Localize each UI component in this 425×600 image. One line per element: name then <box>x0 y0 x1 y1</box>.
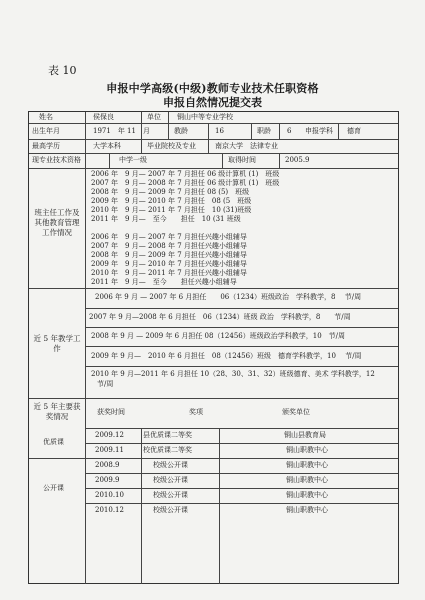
teaching-line: 2007 年 9 月—2008 年 6 月担任 06（1234）班级 政治 学科教学，8 节/周 <box>89 313 351 321</box>
form-title: 申报中学高级(中级)教师专业技术任职资格 <box>106 82 319 95</box>
award-group-public: 公开课 <box>43 484 64 492</box>
work-section-label: 班主任工作及其他教育管理工作情况 <box>34 208 80 237</box>
award-unit: 铜山职教中心 <box>286 461 328 469</box>
teaching-line: 2008 年 9 月 — 2009 年 6 月担任 08（12456）班级政治学科教学，10 节/周 <box>91 332 346 340</box>
awards-section-label: 近 5 年主要获奖情况 <box>33 402 81 421</box>
award-name: 校级公开课 <box>153 506 188 514</box>
award-unit: 铜山职教中心 <box>286 491 328 499</box>
work-line: 2011 年 9 月— 至今 担任兴趣小组辅导 <box>91 278 237 286</box>
award-name: 校级公开课 <box>153 476 188 484</box>
table-number: 表 10 <box>48 64 77 77</box>
award-unit: 铜山职教中心 <box>286 506 328 514</box>
work-line: 2010 年 9 月— 2011 年 7 月担任兴趣小组辅导 <box>91 269 247 277</box>
school-value: 南京大学 法律专业 <box>215 142 278 150</box>
birth-value: 1971 年 11 月 <box>93 127 150 135</box>
work-line: 2010 年 9 月— 2011 年 7 月担任 10 (31)班级 <box>91 206 252 214</box>
work-line: 2006 年 9 月— 2007 年 7 月担任兴趣小组辅导 <box>91 233 247 241</box>
work-line: 2009 年 9 月— 2010 年 7 月担任 08 (5 班级 <box>91 197 252 205</box>
award-unit: 铜山职教中心 <box>286 476 328 484</box>
work-line: 2007 年 9 月— 2008 年 7 月担任兴趣小组辅导 <box>91 242 247 250</box>
award-unit: 铜山职教中心 <box>286 446 328 454</box>
award-unit: 铜山县教育局 <box>284 431 326 439</box>
award-time: 2010.12 <box>95 506 124 514</box>
award-name: 县优质课二等奖 <box>143 431 192 439</box>
work-line: 2009 年 9 月— 2010 年 7 月担任兴趣小组辅导 <box>91 260 247 268</box>
name-label: 姓名 <box>39 113 53 121</box>
award-time: 2008.9 <box>95 461 120 469</box>
teaching-section-label: 近 5 年教学工作 <box>33 334 81 353</box>
education-label: 最高学历 <box>32 142 60 150</box>
unit-label: 单位 <box>147 113 161 121</box>
work-line: 2007 年 9 月— 2008 年 7 月担任 06 级计算机 (1) 班级 <box>91 179 280 187</box>
form-subtitle: 申报自然情况提交表 <box>163 96 262 109</box>
obtain-time-value: 2005.9 <box>285 156 310 164</box>
award-time: 2009.11 <box>95 446 124 454</box>
subject-value: 德育 <box>347 127 361 135</box>
teaching-line: 2010 年 9 月—2011 年 6 月担任 10（28、30、31、32）班级德育、美术 学科教学，12 <box>91 370 375 378</box>
award-time: 2010.10 <box>95 491 124 499</box>
school-label: 毕业院校及专业 <box>147 142 196 150</box>
job-age-label: 职龄 <box>257 127 271 135</box>
education-value: 大学本科 <box>93 142 121 150</box>
award-time: 2009.9 <box>95 476 120 484</box>
award-group-quality: 优质课 <box>43 438 64 446</box>
award-name-header: 奖项 <box>189 408 203 416</box>
work-line: 2006 年 9 月— 2007 年 7 月担任 06 级计算机 (1) 班级 <box>91 170 280 178</box>
teaching-line: 节/周 <box>97 380 114 388</box>
unit-value: 铜山中等专业学校 <box>177 113 233 121</box>
birth-label: 出生年月 <box>32 127 60 135</box>
current-title-label: 现专业技术资格 <box>32 156 81 164</box>
teach-age-label: 教龄 <box>174 127 188 135</box>
job-age-value: 6 <box>287 127 292 135</box>
award-name: 校级公开课 <box>153 491 188 499</box>
work-line: 2008 年 9 月— 2009 年 7 月担任兴趣小组辅导 <box>91 251 247 259</box>
work-line: 2008 年 9 月— 2009 年 7 月担任 08 (5) 班级 <box>91 188 250 196</box>
award-name: 校级公开课 <box>153 461 188 469</box>
teaching-line: 2009 年 9 月— 2010 年 6 月担任 08（12456）班级 德育学科教学，10 节/周 <box>91 352 362 360</box>
obtain-time-label: 取得时间 <box>228 156 256 164</box>
work-line: 2011 年 9 月— 至今 担任 10 (31 班级 <box>91 215 241 223</box>
award-time: 2009.12 <box>95 431 124 439</box>
name-value: 侯保良 <box>93 113 114 121</box>
current-title-value: 中学一级 <box>119 156 147 164</box>
teaching-line: 2006 年 9 月 — 2007 年 6 月担任 06（1234）班级政治 学科教学，8 节/周 <box>95 293 362 301</box>
award-time-header: 获奖时间 <box>97 408 125 416</box>
subject-label: 申报学科 <box>305 127 333 135</box>
form-table <box>28 111 399 584</box>
teach-age-value: 16 <box>215 127 224 135</box>
award-unit-header: 颁奖单位 <box>282 408 310 416</box>
award-name: 校优质课二等奖 <box>143 446 192 454</box>
